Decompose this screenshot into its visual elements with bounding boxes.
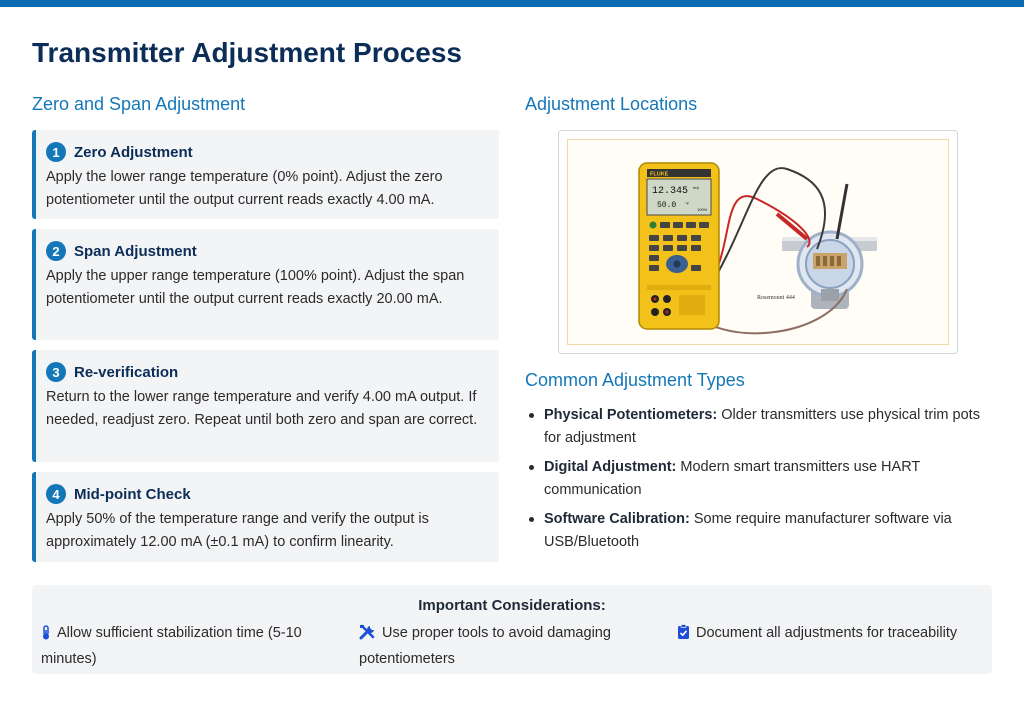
clipboard-check-icon [677, 624, 690, 648]
consideration-item [677, 622, 977, 648]
important-considerations-box [32, 585, 992, 674]
consideration-item [359, 622, 659, 670]
type-description: Some require manufacturer software via USB/Bluetooth [544, 511, 952, 550]
step-card-zero [32, 130, 499, 219]
display-main-reading: 12.345 [652, 186, 689, 197]
transmitter-label: Rosemount 444 [757, 295, 795, 301]
considerations-title: Important Considerations: [418, 597, 606, 614]
step-title: Re-verification [74, 363, 179, 381]
display-main-unit: mA [693, 185, 699, 190]
step-card-midpoint [32, 472, 499, 562]
display-secondary-unit: °F [685, 201, 690, 206]
thermometer-icon [41, 625, 51, 648]
process-calibrator-icon [639, 163, 719, 329]
step-description: Apply 50% of the temperature range and verify the output is approximately 12.00 mA (±0.1 mA) to confirm linearity. [46, 511, 429, 550]
consideration-text: Allow sufficient stabilization time (5-10 minutes) [41, 625, 302, 667]
step-number-badge: 3 [46, 362, 66, 382]
list-item [529, 508, 999, 553]
step-card-reverification [32, 350, 499, 462]
page-title: Transmitter Adjustment Process [32, 37, 462, 68]
consideration-item [41, 622, 341, 670]
type-label: Digital Adjustment: [544, 459, 677, 475]
type-label: Software Calibration: [544, 511, 690, 527]
adjustment-types-heading: Common Adjustment Types [525, 370, 745, 390]
type-description: Modern smart transmitters use HART communication [544, 459, 921, 498]
step-description: Apply the lower range temperature (0% point). Adjust the zero potentiometer until the output current reads exactly 4.00 mA. [46, 169, 443, 208]
step-number-badge: 4 [46, 484, 66, 504]
calibration-setup-image [558, 130, 958, 354]
step-title: Zero Adjustment [74, 143, 193, 161]
calibrator-brand: FLUKE [650, 171, 669, 178]
step-description: Return to the lower range temperature and verify 4.00 mA output. If needed, readjust zero. Repeat until both zero and span are correct. [46, 389, 478, 428]
adjustment-types-list [529, 404, 999, 560]
consideration-text: Document all adjustments for traceability [696, 625, 958, 641]
step-card-span [32, 229, 499, 340]
step-number-badge: 1 [46, 142, 66, 162]
list-item [529, 456, 999, 501]
zero-span-heading: Zero and Span Adjustment [32, 94, 246, 114]
step-description: Apply the upper range temperature (100% point). Adjust the span potentiometer until the output current reads exactly 20.00 mA. [46, 268, 465, 307]
step-title: Mid-point Check [74, 485, 191, 503]
list-item [529, 404, 999, 449]
type-description: Older transmitters use physical trim pots for adjustment [544, 407, 980, 446]
step-number-badge: 2 [46, 241, 66, 261]
type-label: Physical Potentiometers: [544, 407, 718, 423]
tools-icon [359, 624, 376, 648]
display-secondary-reading: 50.0 [657, 201, 677, 210]
adjustment-locations-heading: Adjustment Locations [525, 94, 698, 114]
display-percent: 100% [697, 207, 708, 212]
step-title: Span Adjustment [74, 242, 197, 260]
top-accent-bar [0, 0, 1024, 7]
consideration-text: Use proper tools to avoid damaging potentiometers [359, 625, 611, 667]
